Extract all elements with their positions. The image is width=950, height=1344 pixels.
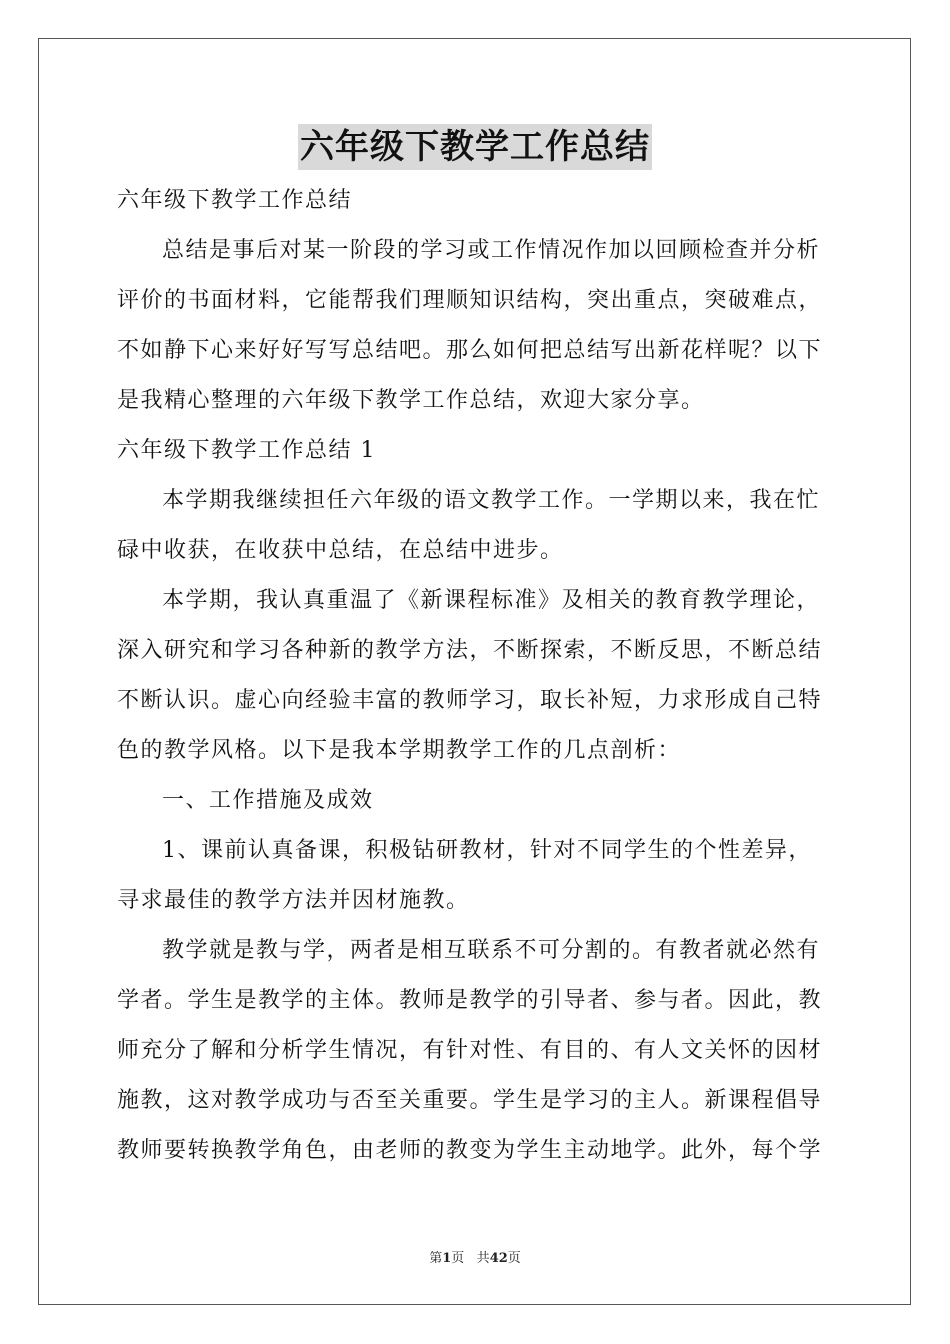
page-prefix: 第 — [429, 1251, 443, 1266]
text-line: 碌中收获，在收获中总结，在总结中进步。 — [117, 538, 564, 563]
total-pages: 42 — [489, 1251, 508, 1266]
text-line: 深入研究和学习各种新的教学方法，不断探索，不断反思，不断总结 — [117, 638, 823, 663]
text-line: 评价的书面材料，它能帮我们理顺知识结构，突出重点，突破难点， — [117, 288, 823, 313]
text-line: 教师要转换教学角色，由老师的教变为学生主动地学。此外，每个学 — [117, 1138, 823, 1163]
text-line: 不如静下心来好好写写总结吧。那么如何把总结写出新花样呢？以下 — [117, 338, 823, 363]
title-container — [0, 124, 950, 170]
text-line: 师充分了解和分析学生情况，有针对性、有目的、有人文关怀的因材 — [117, 1038, 823, 1063]
page-suffix: 页 — [451, 1251, 465, 1266]
text-line: 教学就是教与学，两者是相互联系不可分割的。有教者就必然有 — [162, 938, 821, 963]
text-line: 色的教学风格。以下是我本学期教学工作的几点剖析： — [117, 738, 682, 763]
text-line: 学者。学生是教学的主体。教师是教学的引导者、参与者。因此，教 — [117, 988, 823, 1013]
text-line: 寻求最佳的教学方法并因材施教。 — [117, 888, 470, 913]
text-line: 本学期，我认真重温了《新课程标准》及相关的教育教学理论， — [162, 588, 821, 613]
page-footer — [0, 1247, 950, 1266]
page-number: 1 — [442, 1251, 452, 1266]
text-line: 不断认识。虚心向经验丰富的教师学习，取长补短，力求形成自己特 — [117, 688, 823, 713]
text-line: 一、工作措施及成效 — [162, 788, 374, 813]
text-line: 本学期我继续担任六年级的语文教学工作。一学期以来，我在忙 — [162, 488, 821, 513]
text-line: 六年级下教学工作总结 1 — [117, 438, 376, 463]
text-line: 1、课前认真备课，积极钻研教材，针对不同学生的个性差异， — [162, 838, 812, 863]
text-line: 总结是事后对某一阶段的学习或工作情况作加以回顾检查并分析 — [162, 238, 821, 263]
text-line: 六年级下教学工作总结 — [117, 188, 353, 213]
total-suffix: 页 — [507, 1251, 521, 1266]
text-line: 施教，这对教学成功与否至关重要。学生是学习的主人。新课程倡导 — [117, 1088, 823, 1113]
document-title: 六年级下教学工作总结 — [298, 124, 652, 170]
total-prefix: 共 — [476, 1251, 490, 1266]
document-body — [117, 176, 835, 1176]
text-line: 是我精心整理的六年级下教学工作总结，欢迎大家分享。 — [117, 388, 705, 413]
